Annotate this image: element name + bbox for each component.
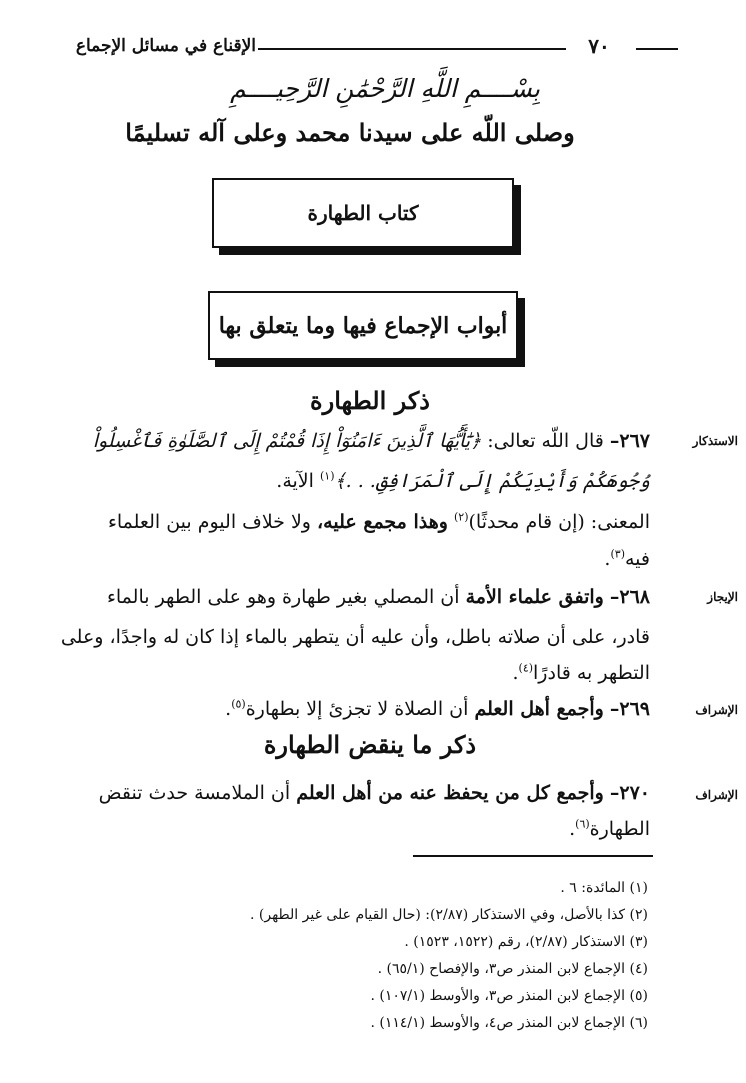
footnote-ref-1: (١)	[319, 469, 335, 483]
footnote-ref-2: (٢)	[453, 510, 469, 524]
paragraph-267-line-4: فيه$^{(٣)}$.	[604, 547, 650, 570]
paragraph-267-line-2: وُجُوهَكُمْ وَأَيْدِيَكُمْ إِلَى ٱلْمَرَافِقِ. . .﴾$^{(١)}$ الآية.	[276, 469, 650, 492]
basmala: بِسْــــمِ اللَّهِ الرَّحْمَٰنِ الرَّحِيــــمِ	[230, 74, 540, 103]
paragraph-267-line-3: المعنى: (إن قام محدثًا)$^{(٢)}$ وهذا مجمع عليه، ولا خلاف اليوم بين العلماء	[107, 510, 650, 533]
footnote-ref-6: (٦)	[575, 817, 590, 831]
quran-verse: ﴿يَٰٓأَيُّهَا ٱلَّذِينَ ءَامَنُوٓاْ إِذَا قُمْتُمْ إِلَى ٱلصَّلَوٰةِ فَٱغْسِلُواْ	[92, 430, 482, 452]
item-number-268: ٢٦٨–	[609, 586, 650, 608]
page-number: ٧٠	[588, 34, 610, 58]
footnote: (٣) الاستذكار (٢/٨٧)، رقم (١٥٢٢، ١٥٢٣) .	[404, 934, 648, 950]
footnote-ref-4: (٤)	[518, 661, 534, 675]
paragraph-268-line-2: قادر، على أن صلاته باطل، وأن عليه أن يتطهر بالماء إذا كان له واجدًا، وعلى	[60, 626, 650, 648]
footnote-ref-3: (٣)	[610, 547, 625, 561]
book-title-box	[212, 178, 514, 248]
footnote: (٥) الإجماع لابن المنذر ص٣، والأوسط (١٠٧/١) .	[370, 988, 648, 1004]
source-label-269: الإشراف	[695, 703, 738, 717]
book-title: كتاب الطهارة	[307, 201, 419, 225]
source-label-270: الإشراف	[695, 788, 738, 802]
footnote-ref-5: (٥)	[231, 697, 246, 711]
item-number-267: ٢٦٧–	[609, 430, 650, 452]
section-heading-nullifiers: ذكر ما ينقض الطهارة	[263, 730, 477, 759]
paragraph-269: ٢٦٩– وأجمع أهل العلم أن الصلاة لا تجزئ إلا بطهارة$^{(٥)}$.	[225, 697, 650, 720]
footnote: (٢) كذا بالأصل، وفي الاستذكار (٢/٨٧): (حال القيام على غير الطهر) .	[249, 907, 648, 923]
section-heading-purity: ذكر الطهارة	[310, 386, 430, 415]
header-rule-middle	[258, 48, 566, 50]
chapter-title: أبواب الإجماع فيها وما يتعلق بها	[218, 312, 508, 339]
paragraph-268-line-3: التطهر به قادرًا$^{(٤)}$.	[512, 661, 650, 684]
paragraph-270-line-2: الطهارة$^{(٦)}$.	[569, 817, 650, 840]
running-title: الإقناع في مسائل الإجماع	[75, 36, 256, 56]
paragraph-270-line-1: ٢٧٠– وأجمع كل من يحفظ عنه من أهل العلم أن الملامسة حدث تنقض	[98, 782, 650, 804]
source-label-268: الإيجاز	[707, 590, 738, 604]
paragraph-267-line-1: ٢٦٧– قال اللّه تعالى: ﴿يَٰٓأَيُّهَا ٱلَّذِينَ ءَامَنُوٓاْ إِذَا قُمْتُمْ إِلَى ٱلصَّلَوٰةِ فَٱغْسِلُواْ	[92, 430, 650, 452]
source-label-267: الاستذكار	[692, 434, 738, 448]
footnote-separator	[413, 855, 653, 857]
footnote: (٤) الإجماع لابن المنذر ص٣، والإفصاح (٦٥/١) .	[377, 961, 648, 977]
item-number-270: ٢٧٠–	[609, 782, 650, 804]
footnote: (١) المائدة: ٦ .	[560, 880, 648, 896]
chapter-title-box	[208, 291, 518, 360]
salat-line: وصلى اللّه على سيدنا محمد وعلى آله تسليمًا	[125, 118, 575, 147]
item-number-269: ٢٦٩–	[609, 698, 650, 720]
header-rule-right	[636, 48, 678, 50]
paragraph-268-line-1: ٢٦٨– واتفق علماء الأمة أن المصلي بغير طهارة وهو على الطهر بالماء	[106, 586, 650, 608]
footnote: (٦) الإجماع لابن المنذر ص٤، والأوسط (١١٤/١) .	[370, 1015, 648, 1031]
